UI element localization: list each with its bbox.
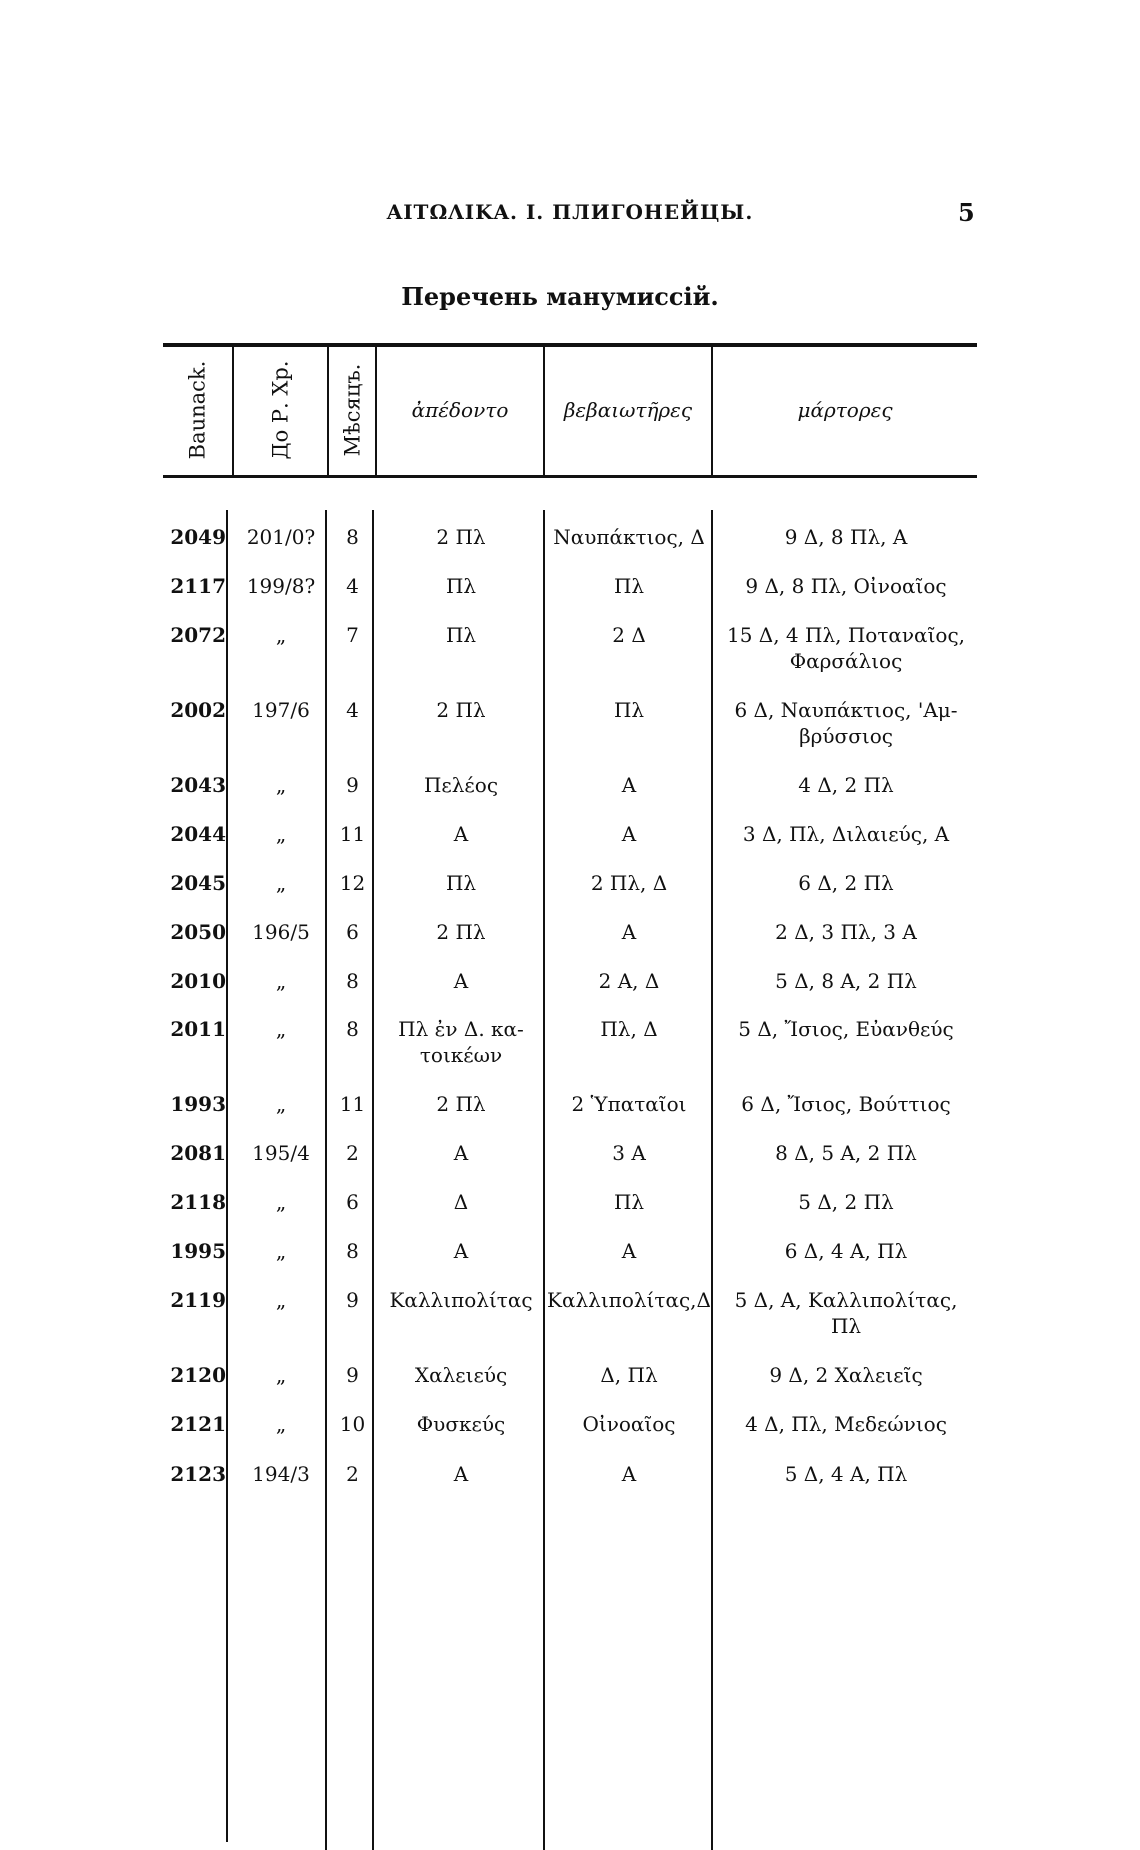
cell-line: Α xyxy=(453,822,469,846)
cell-line: 5 Δ, 2 Πλ xyxy=(798,1190,894,1214)
cell-baunack: 1995 xyxy=(170,1239,226,1263)
cell-line: Α xyxy=(621,773,637,797)
cell-baunack: 1993 xyxy=(170,1092,226,1116)
cell-line: 2 Πλ xyxy=(436,698,486,722)
table-title: Перечень манумиссій. xyxy=(401,282,719,311)
cell-month: 2 xyxy=(346,1462,359,1486)
cell-line: Α xyxy=(621,822,637,846)
cell-bebaiotires xyxy=(546,1411,712,1437)
cell-bebaiotires xyxy=(546,919,712,945)
cell-month: 8 xyxy=(346,1017,359,1041)
cell-martyres xyxy=(714,1016,978,1042)
table-top-rule xyxy=(163,343,977,347)
cell-line: 2 Πλ xyxy=(436,525,486,549)
cell-martyres xyxy=(714,697,978,749)
page-number: 5 xyxy=(958,198,975,227)
cell-bebaiotires xyxy=(546,1362,712,1388)
cell-baunack: 2117 xyxy=(170,574,226,598)
cell-line: Α xyxy=(453,969,469,993)
cell-apedonto xyxy=(378,919,544,945)
cell-baunack: 2043 xyxy=(170,773,226,797)
header-apedonto: ἀπέδοντο xyxy=(411,398,509,422)
cell-bebaiotires xyxy=(546,772,712,798)
cell-apedonto xyxy=(378,1091,544,1117)
cell-line: Πλ, Δ xyxy=(600,1017,658,1041)
cell-martyres xyxy=(714,919,978,945)
cell-apedonto xyxy=(378,1287,544,1313)
cell-year: „ xyxy=(275,1288,287,1312)
cell-bebaiotires xyxy=(546,697,712,723)
cell-line: Α xyxy=(621,1239,637,1263)
cell-month: 9 xyxy=(346,1363,359,1387)
cell-apedonto xyxy=(378,1362,544,1388)
cell-month: 4 xyxy=(346,698,359,722)
cell-line: 2 Δ xyxy=(612,623,646,647)
cell-line: Α xyxy=(621,1462,637,1486)
cell-line: Πλ xyxy=(613,574,645,598)
cell-line: Πλ xyxy=(445,574,477,598)
cell-martyres xyxy=(714,1238,978,1264)
cell-year: „ xyxy=(275,1412,287,1436)
cell-line: Δ, Πλ xyxy=(600,1363,658,1387)
cell-line: Πλ xyxy=(613,1190,645,1214)
cell-year: 199/8? xyxy=(246,574,316,598)
cell-year: „ xyxy=(275,1363,287,1387)
cell-bebaiotires xyxy=(546,968,712,994)
cell-martyres xyxy=(714,573,978,599)
header-bebaiotires: βεβαιωτῆρες xyxy=(563,398,693,422)
cell-line: 6 Δ, 4 Α, Πλ xyxy=(784,1239,908,1263)
cell-bebaiotires xyxy=(546,870,712,896)
cell-line: Α xyxy=(453,1141,469,1165)
cell-apedonto xyxy=(378,1411,544,1437)
cell-line: Φυσκεύς xyxy=(416,1412,506,1436)
cell-apedonto xyxy=(378,573,544,599)
cell-bebaiotires xyxy=(546,1091,712,1117)
cell-month: 9 xyxy=(346,773,359,797)
cell-month: 9 xyxy=(346,1288,359,1312)
cell-year: 195/4 xyxy=(252,1141,310,1165)
cell-line: Οἰνοαῖος xyxy=(582,1412,676,1436)
cell-line: 2 Ὑπαταῖοι xyxy=(571,1092,687,1116)
cell-apedonto xyxy=(378,622,544,648)
cell-apedonto xyxy=(378,524,544,550)
cell-line: 3 Δ, Πλ, Διλαιεύς, Α xyxy=(742,822,950,846)
header-month: Мѣсяцъ. xyxy=(340,363,364,457)
cell-martyres xyxy=(714,968,978,994)
cell-line: 9 Δ, 2 Χαλειεῖς xyxy=(769,1363,923,1387)
cell-bebaiotires xyxy=(546,1189,712,1215)
cell-martyres xyxy=(714,1287,978,1339)
cell-year: „ xyxy=(275,871,287,895)
cell-line: 2 Πλ xyxy=(436,920,486,944)
cell-line: Καλλιπολίτας,Δ xyxy=(547,1288,711,1312)
table-header-rule xyxy=(163,475,977,478)
cell-baunack: 2123 xyxy=(170,1462,226,1486)
cell-line: 2 Δ, 3 Πλ, 3 Α xyxy=(775,920,917,944)
cell-line: 6 Δ, Ναυπάκτιος, 'Αμ- xyxy=(734,698,958,722)
cell-month: 6 xyxy=(346,1190,359,1214)
cell-month: 6 xyxy=(346,920,359,944)
cell-baunack: 2120 xyxy=(170,1363,226,1387)
cell-year: „ xyxy=(275,969,287,993)
cell-line: 5 Δ, Ἴσιος, Εὐανθεύς xyxy=(738,1017,954,1041)
cell-month: 10 xyxy=(339,1412,366,1436)
cell-line: 2 Πλ, Δ xyxy=(590,871,668,895)
cell-line: Πλ xyxy=(445,623,477,647)
cell-apedonto xyxy=(378,1016,544,1068)
cell-line: 3 Α xyxy=(612,1141,646,1165)
cell-martyres xyxy=(714,1411,978,1437)
cell-martyres xyxy=(714,1189,978,1215)
column-divider xyxy=(226,510,228,1842)
cell-line: Δ xyxy=(453,1190,469,1214)
cell-line: Χαλειεύς xyxy=(414,1363,508,1387)
cell-year: 197/6 xyxy=(252,698,310,722)
cell-bebaiotires xyxy=(546,1461,712,1487)
cell-line: Πλ xyxy=(613,698,645,722)
cell-line: 2 Α, Δ xyxy=(598,969,660,993)
cell-baunack: 2045 xyxy=(170,871,226,895)
cell-line: 2 Πλ xyxy=(436,1092,486,1116)
cell-line: τοικέων xyxy=(419,1043,503,1067)
cell-baunack: 2119 xyxy=(170,1288,226,1312)
cell-martyres xyxy=(714,622,978,674)
cell-month: 2 xyxy=(346,1141,359,1165)
cell-year: „ xyxy=(275,623,287,647)
cell-month: 11 xyxy=(339,1092,366,1116)
cell-apedonto xyxy=(378,1238,544,1264)
cell-line: 9 Δ, 8 Πλ, Α xyxy=(784,525,908,549)
cell-baunack: 2072 xyxy=(170,623,226,647)
cell-line: Πλ xyxy=(830,1314,862,1338)
cell-apedonto xyxy=(378,968,544,994)
cell-martyres xyxy=(714,772,978,798)
cell-year: „ xyxy=(275,1190,287,1214)
cell-baunack: 2050 xyxy=(170,920,226,944)
cell-line: 6 Δ, Ἴσιος, Βούττιος xyxy=(741,1092,951,1116)
cell-line: Α xyxy=(621,920,637,944)
cell-year: 196/5 xyxy=(252,920,310,944)
cell-apedonto xyxy=(378,1189,544,1215)
cell-baunack: 2044 xyxy=(170,822,226,846)
cell-bebaiotires xyxy=(546,524,712,550)
cell-baunack: 2049 xyxy=(170,525,226,549)
cell-martyres xyxy=(714,1140,978,1166)
cell-line: 5 Δ, Α, Καλλιπολίτας, xyxy=(734,1288,958,1312)
cell-line: 15 Δ, 4 Πλ, Ποταναῖος, xyxy=(726,623,966,647)
cell-month: 8 xyxy=(346,969,359,993)
header-baunack: Baunack. xyxy=(185,360,210,460)
cell-line: Πλ xyxy=(445,871,477,895)
cell-month: 12 xyxy=(339,871,366,895)
cell-line: Καλλιπολίτας xyxy=(389,1288,533,1312)
cell-apedonto xyxy=(378,697,544,723)
cell-bebaiotires xyxy=(546,1287,712,1313)
cell-month: 4 xyxy=(346,574,359,598)
cell-line: Α xyxy=(453,1462,469,1486)
cell-baunack: 2010 xyxy=(170,969,226,993)
cell-year: 194/3 xyxy=(252,1462,310,1486)
cell-apedonto xyxy=(378,772,544,798)
cell-line: 6 Δ, 2 Πλ xyxy=(798,871,894,895)
cell-line: Φαρσάλιος xyxy=(789,649,903,673)
cell-baunack: 2002 xyxy=(170,698,226,722)
cell-bebaiotires xyxy=(546,1016,712,1042)
cell-line: βρύσσιος xyxy=(799,724,893,748)
cell-year: „ xyxy=(275,1017,287,1041)
cell-line: 4 Δ, 2 Πλ xyxy=(798,773,894,797)
cell-year: „ xyxy=(275,822,287,846)
cell-bebaiotires xyxy=(546,821,712,847)
cell-year: „ xyxy=(275,1092,287,1116)
cell-line: Πλ ἐν Δ. κα- xyxy=(398,1017,524,1041)
cell-martyres xyxy=(714,1362,978,1388)
cell-baunack: 2118 xyxy=(170,1190,226,1214)
cell-line: 8 Δ, 5 Α, 2 Πλ xyxy=(775,1141,917,1165)
cell-bebaiotires xyxy=(546,622,712,648)
cell-line: 9 Δ, 8 Πλ, Οἰνοαῖος xyxy=(745,574,947,598)
cell-line: 5 Δ, 8 Α, 2 Πλ xyxy=(775,969,917,993)
cell-year: „ xyxy=(275,773,287,797)
cell-baunack: 2081 xyxy=(170,1141,226,1165)
header-year: До Р. Хр. xyxy=(268,360,293,460)
cell-year: „ xyxy=(275,1239,287,1263)
cell-month: 8 xyxy=(346,1239,359,1263)
cell-martyres xyxy=(714,1091,978,1117)
cell-month: 11 xyxy=(339,822,366,846)
cell-baunack: 2011 xyxy=(170,1017,226,1041)
cell-line: Πελέος xyxy=(423,773,499,797)
cell-martyres xyxy=(714,1461,978,1487)
cell-bebaiotires xyxy=(546,1238,712,1264)
cell-bebaiotires xyxy=(546,1140,712,1166)
cell-apedonto xyxy=(378,1140,544,1166)
cell-martyres xyxy=(714,524,978,550)
cell-line: 5 Δ, 4 Α, Πλ xyxy=(784,1462,908,1486)
cell-month: 7 xyxy=(346,623,359,647)
cell-bebaiotires xyxy=(546,573,712,599)
cell-martyres xyxy=(714,870,978,896)
header-martyres: μάρτορες xyxy=(797,398,893,422)
running-head: ΑΙΤΩΛΙΚΑ. I. ПЛИГОНЕЙЦЫ. xyxy=(386,200,754,224)
cell-apedonto xyxy=(378,821,544,847)
cell-apedonto xyxy=(378,1461,544,1487)
cell-line: 4 Δ, Πλ, Μεδεώνιος xyxy=(745,1412,947,1436)
cell-month: 8 xyxy=(346,525,359,549)
cell-year: 201/0? xyxy=(246,525,316,549)
cell-line: Ναυπάκτιος, Δ xyxy=(553,525,705,549)
cell-apedonto xyxy=(378,870,544,896)
cell-line: Α xyxy=(453,1239,469,1263)
cell-martyres xyxy=(714,821,978,847)
cell-baunack: 2121 xyxy=(170,1412,226,1436)
